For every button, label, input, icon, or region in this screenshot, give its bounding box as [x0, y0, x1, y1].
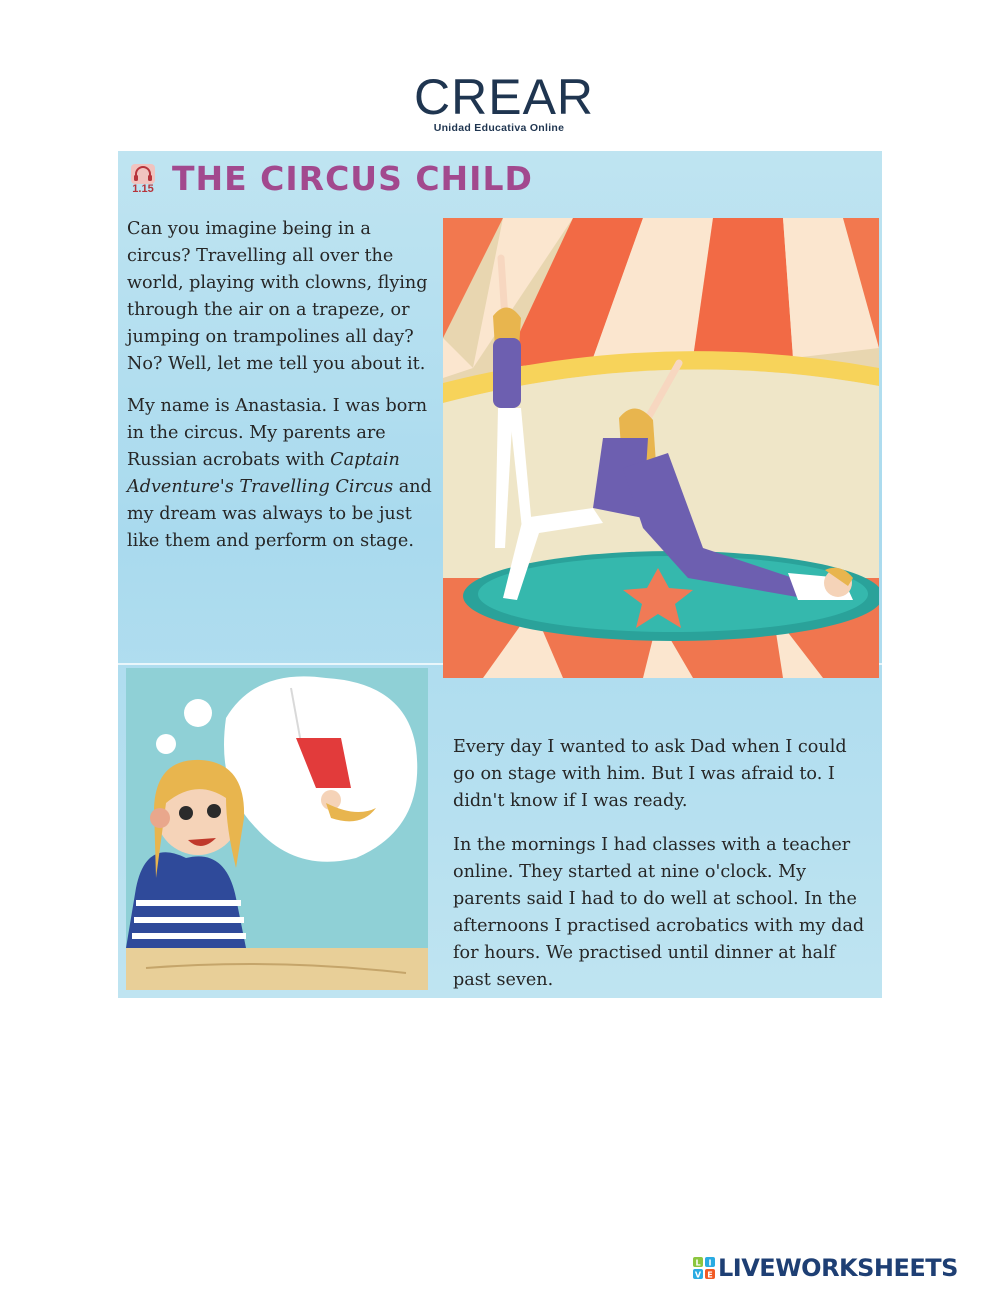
liveworksheets-brand — [693, 1253, 958, 1283]
acrobats-illustration — [443, 218, 879, 678]
headphones-icon-svg — [128, 163, 158, 185]
thinking-girl-illustration — [126, 668, 428, 990]
page-title: THE CIRCUS CHILD — [172, 159, 533, 198]
audio-track-number: 1.15 — [132, 183, 154, 195]
reading-sheet — [118, 151, 882, 998]
paragraph-3: Every day I wanted to ask Dad when I could go on stage with him. But I was afraid to. I didn't know if I was ready. — [453, 737, 847, 811]
badge-letter: I — [708, 1258, 712, 1268]
liveworksheets-logo-icon — [693, 1257, 715, 1279]
circus-name: Captain Adventure's Travelling Circus — [127, 450, 400, 497]
logo-name: CREAR — [414, 69, 595, 125]
badge-letter: V — [694, 1270, 702, 1279]
paragraph-2-end: and my dream was always to be just like them and perform on stage. — [127, 477, 432, 551]
paragraph-1: Can you imagine being in a circus? Travelling all over the world, playing with clowns, flying through the air on a trapeze, or jumping on trampolines all day? No? Well, let me tell you about it. — [127, 219, 428, 374]
liveworksheets-wordmark[interactable]: LIVEWORKSHEETS — [718, 1254, 958, 1282]
crear-logo — [414, 69, 595, 134]
headphones-icon — [128, 163, 158, 197]
paragraph-4: In the mornings I had classes with a teacher online. They started at nine o'clock. My parents said I had to do well at school. In the afternoons I practised acrobatics with my dad for hours. We practised until dinner at half past seven. — [453, 835, 865, 990]
logo-subtitle: Unidad Educativa Online — [433, 122, 565, 134]
badge-letter: E — [707, 1270, 713, 1279]
badge-letter: L — [695, 1258, 701, 1268]
paragraph-2 — [127, 393, 437, 555]
paragraph-2-start: My name is Anastasia. I was born in the circus. My parents are Russian acrobats with — [127, 396, 428, 470]
